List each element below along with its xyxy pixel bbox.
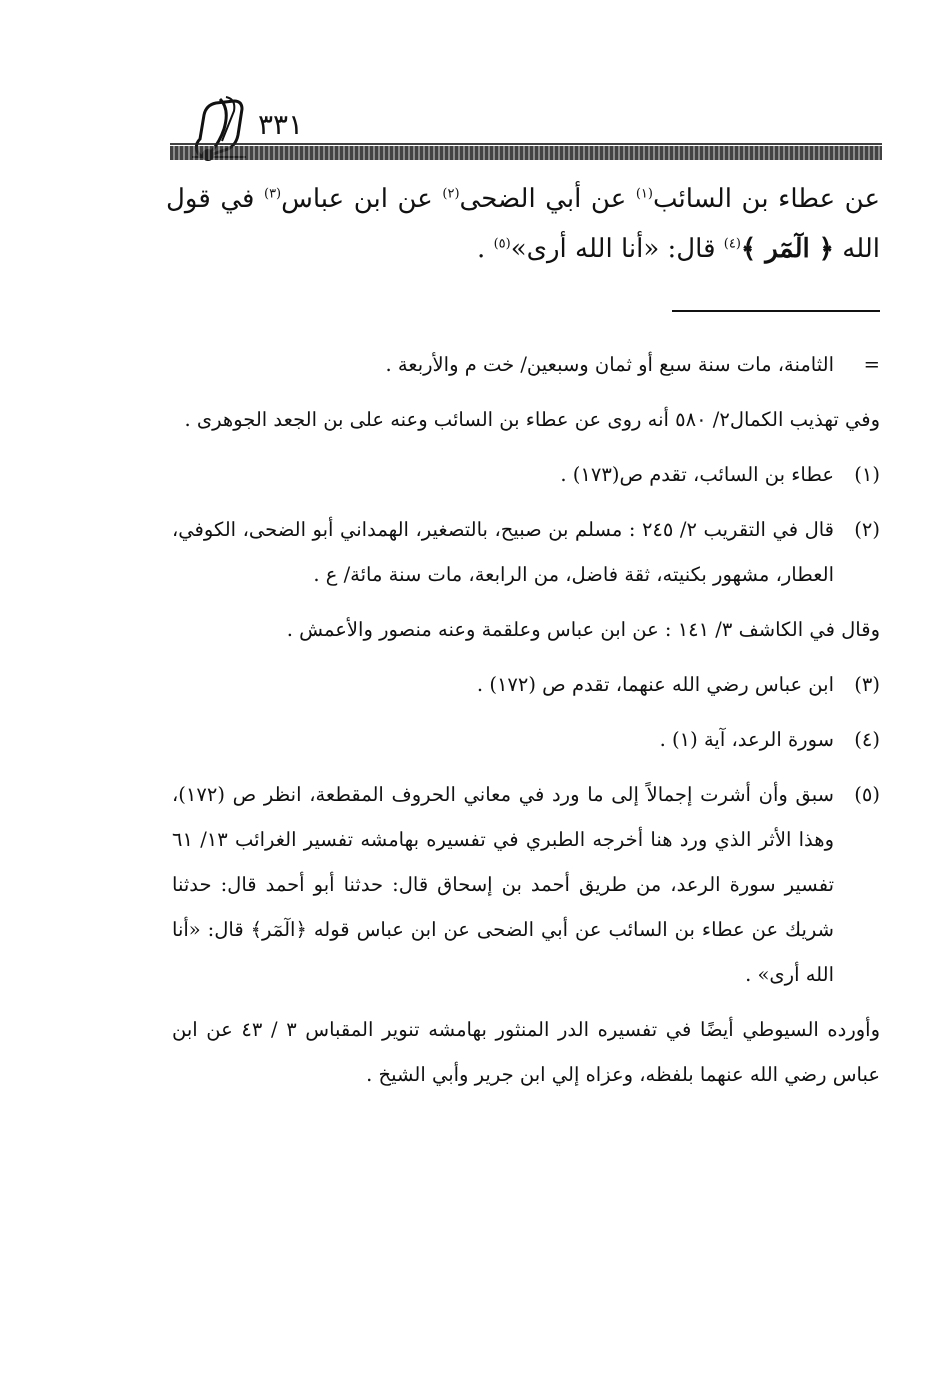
main-paragraph: عن عطاء بن السائب$^{(١)}$ عن أبي الضحى$^{(٢)}$ عن ابن عباس$^{(٣)}$ في قول الله ﴿ الٓمٓر ﴾$^{(٤)}$ قال: «أنا الله أرى»$^{(٥)}$ .: [166, 184, 880, 264]
footnote-ref: (٤): [723, 236, 741, 252]
footnote-text: ابن عباس رضي الله عنهما، تقدم ص (١٧٢) .: [476, 673, 834, 696]
footnote-item: [172, 662, 880, 707]
footnote-paragraph: وقال في الكاشف ٣/ ١٤١ : عن ابن عباس وعلقمة وعنه منصور والأعمش .: [286, 618, 880, 641]
footnote-item: [172, 507, 880, 597]
footnote-continuation: [172, 342, 880, 387]
footnote-number: (٣): [854, 673, 880, 696]
footnotes: [172, 342, 880, 1107]
footnote-text: عطاء بن السائب، تقدم ص(١٧٣) .: [560, 463, 834, 486]
continuation-mark: =: [863, 353, 880, 376]
footnote-item: [172, 772, 880, 997]
footnote-text: سورة الرعد، آية (١) .: [659, 728, 834, 751]
footnote-paragraph: وفي تهذيب الكمال٢/ ٥٨٠ أنه روى عن عطاء بن السائب وعنه على بن الجعد الجوهرى .: [184, 408, 880, 431]
footnote-ref: (٥): [493, 236, 511, 252]
footnote-ref: (٢): [442, 186, 460, 202]
quran-quote: ﴿ الٓمٓر ﴾: [740, 234, 835, 264]
footnote-number: (٢): [854, 518, 880, 541]
footnote-item: [172, 452, 880, 497]
footnote-item: [172, 717, 880, 762]
footnote-text: الثامنة، مات سنة سبع أو ثمان وسبعين/ خت م والأربعة .: [385, 353, 834, 376]
footnote-number: (٤): [854, 728, 880, 751]
footnote-separator: [672, 310, 880, 312]
footnote-number: (١): [854, 463, 880, 486]
footnote-ref: (١): [635, 186, 653, 202]
footnote-number: (٥): [854, 783, 880, 806]
footnote-text: سبق وأن أشرت إجمالاً إلى ما ورد في معاني الحروف المقطعة، انظر ص (١٧٢)، وهذا الأثر الذي ورد هنا أخرجه الطبري في تفسيره بهامشه تفسير الغرائب ١٣/ ٦١ تفسير سورة الرعد، من طريق أحمد بن إسحاق قال: حدثنا أبو أحمد قال: حدثنا شريك عن عطاء بن السائب عن أبي الضحى عن ابن عباس قوله ﴿الٓمٓر﴾ قال: «أنا الله أرى» .: [172, 783, 834, 986]
main-text: [166, 174, 880, 274]
footnote-paragraph: وأورده السيوطي أيضًا في تفسيره الدر المنثور بهامشه تنوير المقباس ٣ / ٤٣ عن ابن عباس رضي الله عنهما بلفظه، وعزاه إلي ابن جرير وأبي الشيخ .: [172, 1018, 880, 1086]
footnote-ref: (٣): [263, 186, 282, 202]
header-rule: [170, 146, 882, 160]
footnote-text: قال في التقريب ٢/ ٢٤٥ : مسلم بن صبيح، بالتصغير، الهمداني أبو الضحى، الكوفي، العطار، مشهور بكنيته، ثقة فاضل، من الرابعة، مات سنة مائة/ ع .: [172, 518, 835, 586]
page-number: ٣٣١: [258, 108, 304, 141]
